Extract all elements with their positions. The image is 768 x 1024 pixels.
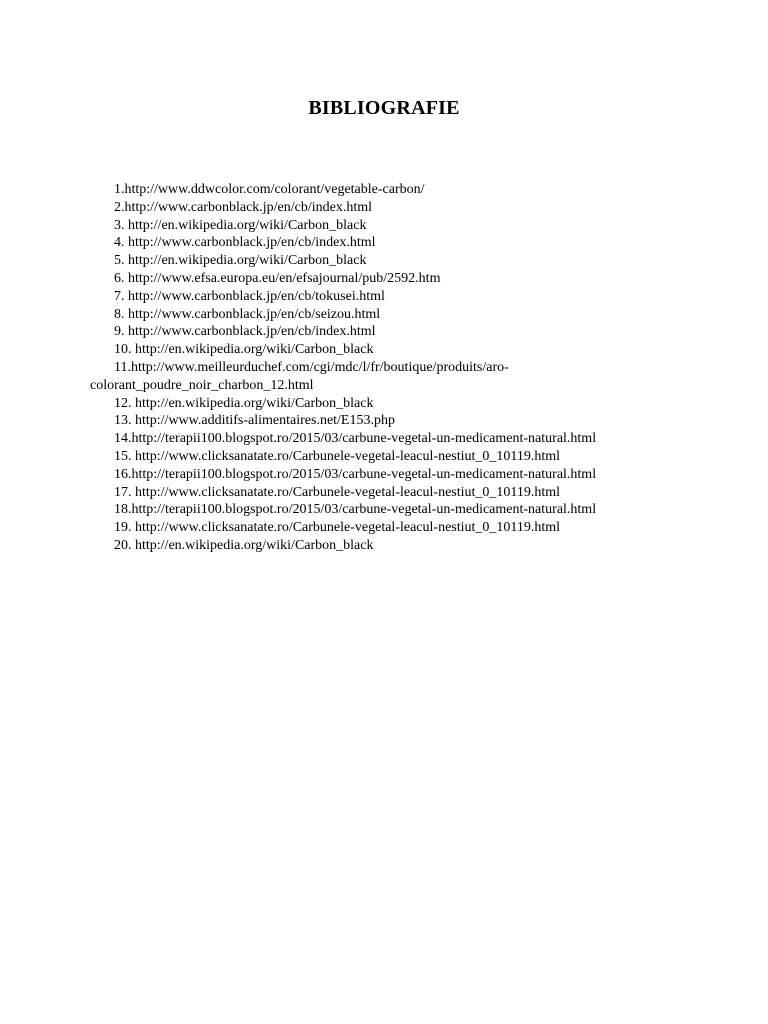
- reference-item: 4. http://www.carbonblack.jp/en/cb/index.html: [114, 235, 376, 251]
- reference-item: 11.http://www.meilleurduchef.com/cgi/mdc/l/fr/boutique/produits/aro-colorant_poudre_noir_charbon_12.html: [90, 359, 509, 393]
- reference-item: 7. http://www.carbonblack.jp/en/cb/tokusei.html: [114, 288, 385, 304]
- reference-item: 18.http://terapii100.blogspot.ro/2015/03/carbune-vegetal-un-medicament-natural.html: [114, 502, 597, 518]
- page-title: BIBLIOGRAFIE: [308, 97, 460, 119]
- reference-item: 9. http://www.carbonblack.jp/en/cb/index.html: [114, 324, 376, 340]
- reference-item: 13. http://www.additifs-alimentaires.net/E153.php: [114, 413, 395, 429]
- reference-item: 2.http://www.carbonblack.jp/en/cb/index.html: [114, 199, 373, 215]
- reference-item: 12. http://en.wikipedia.org/wiki/Carbon_black: [114, 395, 374, 411]
- reference-list: [90, 181, 690, 555]
- reference-item: 20. http://en.wikipedia.org/wiki/Carbon_black: [114, 537, 374, 553]
- reference-item: 14.http://terapii100.blogspot.ro/2015/03/carbune-vegetal-un-medicament-natural.html: [114, 431, 597, 447]
- reference-item: 19. http://www.clicksanatate.ro/Carbunele-vegetal-leacul-nestiut_0_10119.html: [114, 520, 561, 536]
- reference-item: 15. http://www.clicksanatate.ro/Carbunele-vegetal-leacul-nestiut_0_10119.html: [114, 448, 561, 464]
- reference-item: 6. http://www.efsa.europa.eu/en/efsajournal/pub/2592.htm: [114, 270, 441, 286]
- reference-item: 5. http://en.wikipedia.org/wiki/Carbon_black: [114, 253, 367, 269]
- reference-item: 17. http://www.clicksanatate.ro/Carbunele-vegetal-leacul-nestiut_0_10119.html: [114, 484, 561, 500]
- reference-item: 3. http://en.wikipedia.org/wiki/Carbon_black: [114, 217, 367, 233]
- reference-item: 1.http://www.ddwcolor.com/colorant/vegetable-carbon/: [114, 182, 425, 197]
- reference-item: 8. http://www.carbonblack.jp/en/cb/seizou.html: [114, 306, 381, 322]
- reference-item: 10. http://en.wikipedia.org/wiki/Carbon_black: [114, 342, 374, 358]
- reference-item: 16.http://terapii100.blogspot.ro/2015/03/carbune-vegetal-un-medicament-natural.html: [114, 466, 597, 482]
